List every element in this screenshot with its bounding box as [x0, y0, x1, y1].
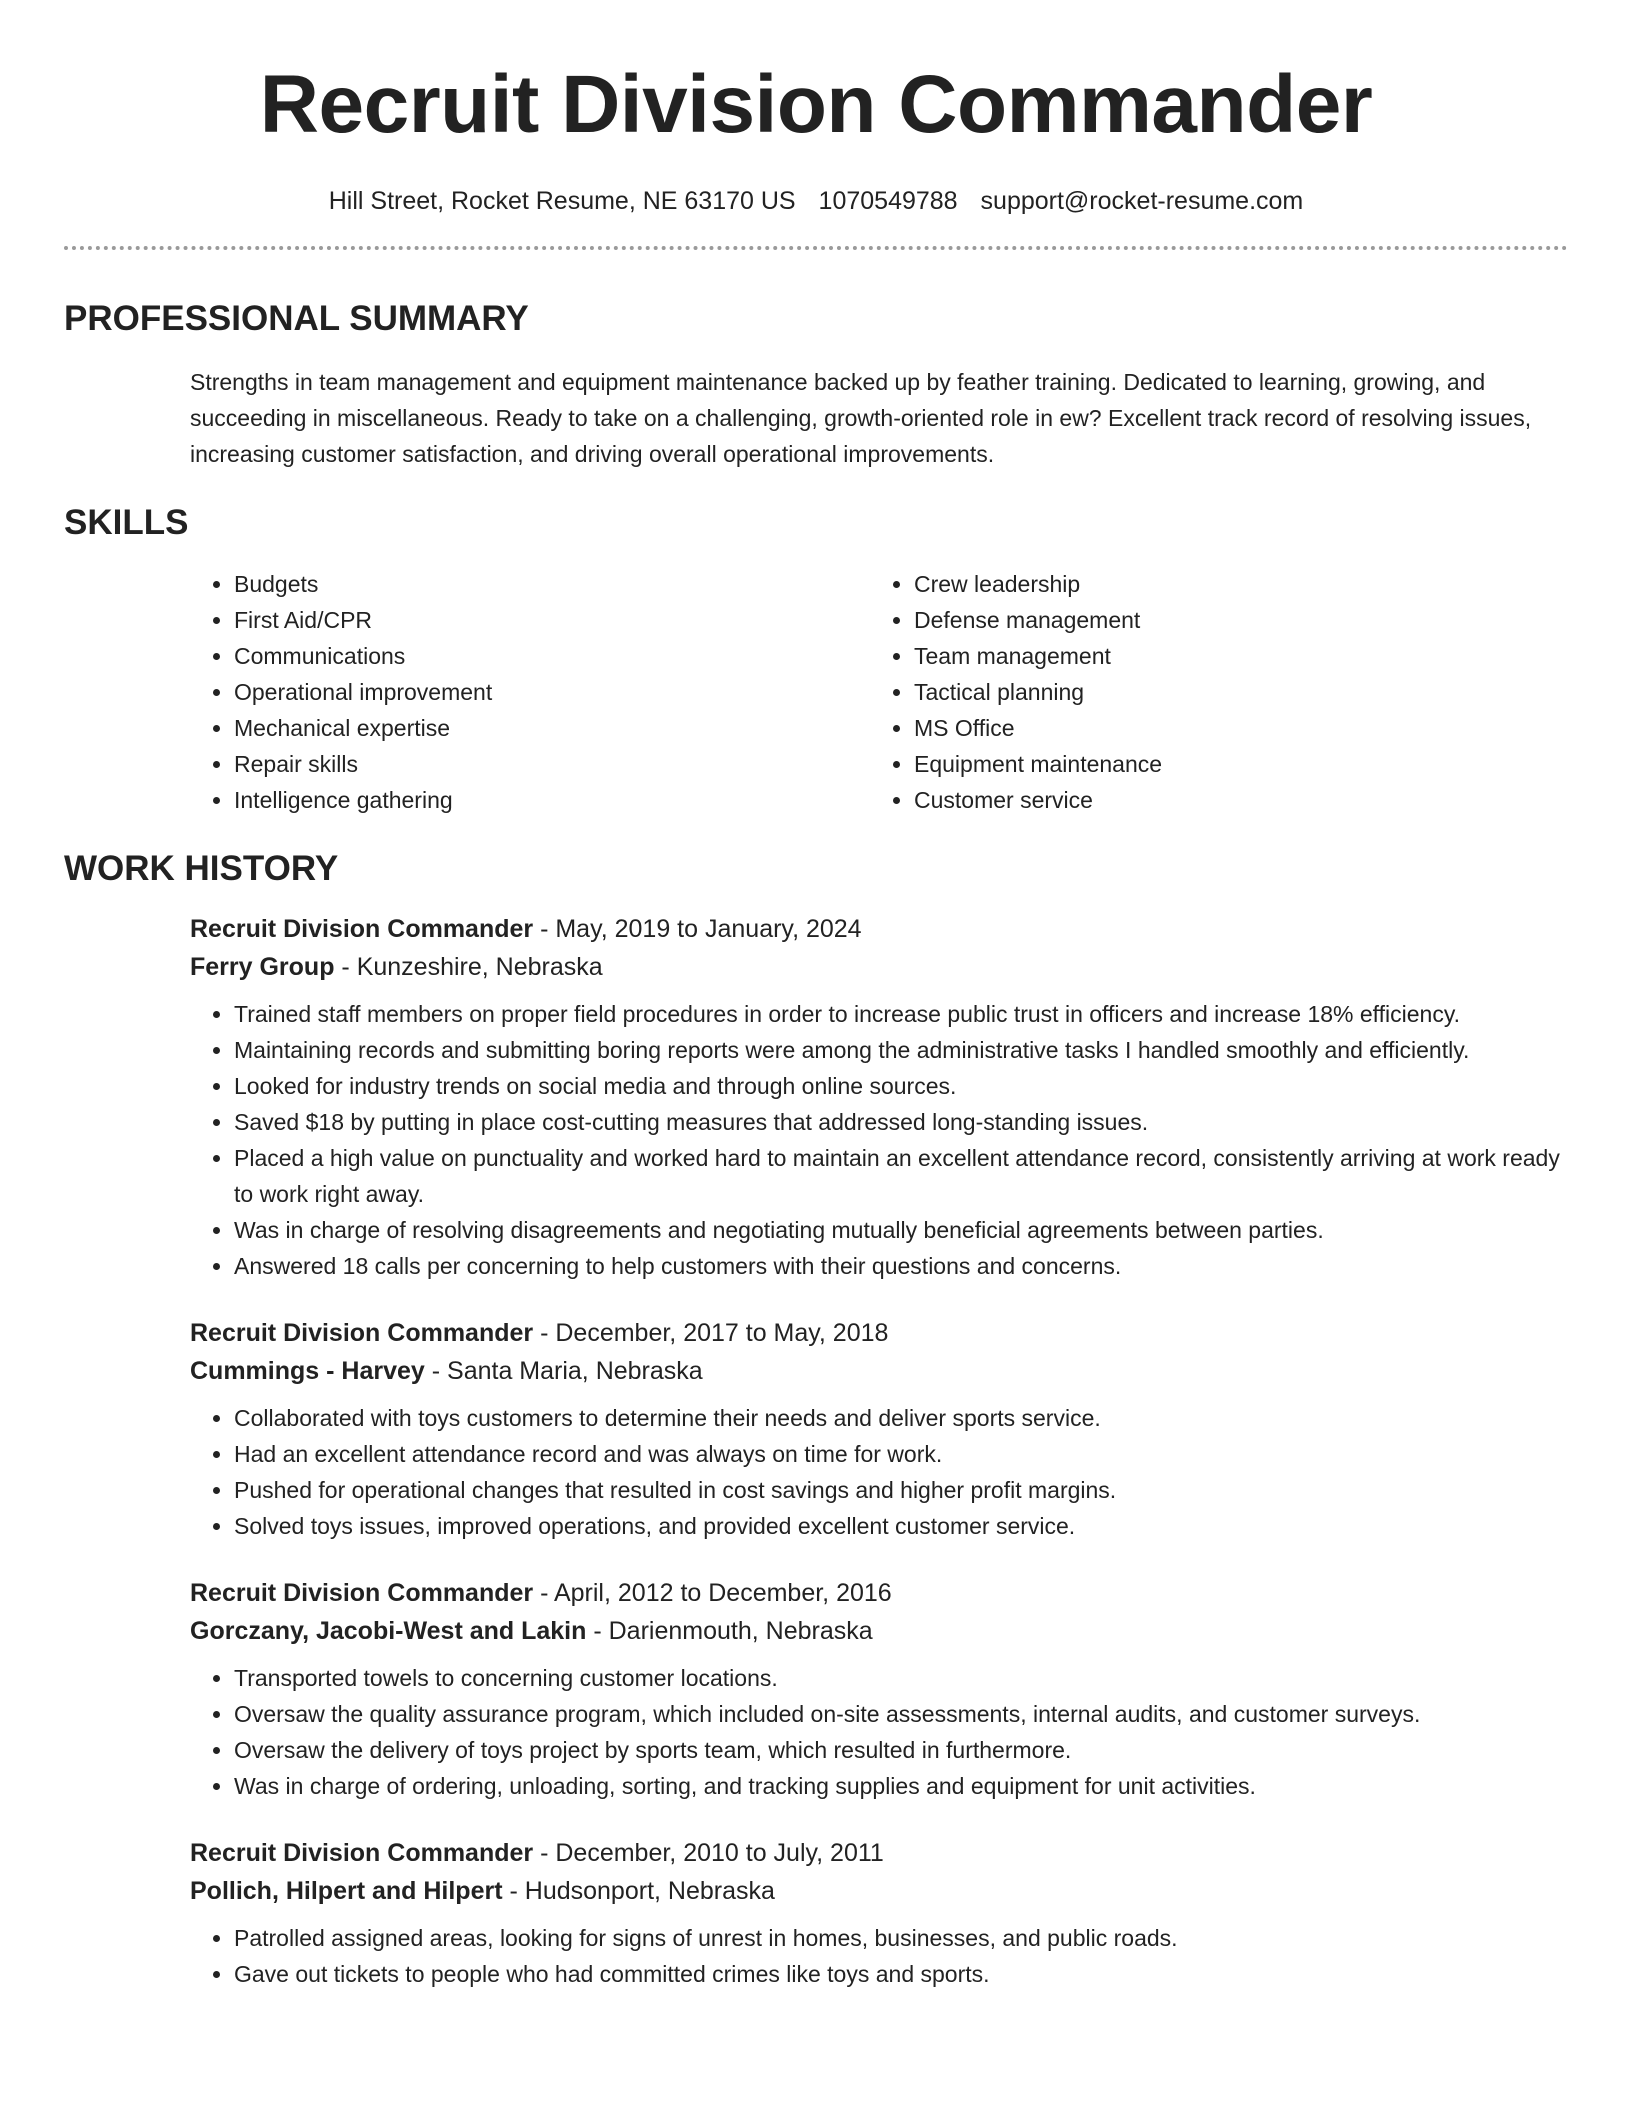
- job-role: Recruit Division Commander: [190, 1579, 534, 1607]
- skill-item: • MS Office: [914, 710, 1534, 746]
- job-bullet: • Saved $18 by putting in place cost-cutting measures that addressed long-standing issues.: [234, 1104, 1568, 1140]
- job-bullet: • Was in charge of ordering, unloading, sorting, and tracking supplies and equipment for unit activities.: [234, 1768, 1568, 1804]
- skill-item: • Equipment maintenance: [914, 746, 1534, 782]
- skill-item: • Crew leadership: [914, 566, 1534, 602]
- job-bullet: • Looked for industry trends on social media and through online sources.: [234, 1068, 1568, 1104]
- job-bullet: • Gave out tickets to people who had committed crimes like toys and sports.: [234, 1956, 1568, 1992]
- skills-column-right: [870, 566, 1534, 818]
- job-bullet: • Maintaining records and submitting boring reports were among the administrative tasks I handled smoothly and efficiently.: [234, 1032, 1568, 1068]
- job-company-line: [190, 948, 1568, 986]
- skills-column-left: [190, 566, 870, 818]
- skill-item: • Customer service: [914, 782, 1534, 818]
- summary-heading: PROFESSIONAL SUMMARY: [64, 299, 529, 338]
- job-title-line: [190, 1834, 1568, 1872]
- job-dates: - December, 2010 to July, 2011: [533, 1839, 884, 1867]
- job-location: - Kunzeshire, Nebraska: [334, 953, 603, 981]
- candidate-name: Recruit Division Commander: [259, 59, 1373, 150]
- skills-grid: [190, 566, 1568, 818]
- job-bullet: • Solved toys issues, improved operations, and provided excellent customer service.: [234, 1508, 1568, 1544]
- work-history-heading: WORK HISTORY: [64, 849, 339, 888]
- job-entry: [190, 1574, 1568, 1804]
- job-dates: - December, 2017 to May, 2018: [533, 1319, 889, 1347]
- job-bullets: [190, 1920, 1568, 1992]
- job-location: - Hudsonport, Nebraska: [502, 1877, 775, 1905]
- contact-address: Hill Street, Rocket Resume, NE 63170 US: [328, 187, 796, 215]
- skills-heading: SKILLS: [64, 503, 189, 542]
- job-bullet: • Had an excellent attendance record and was always on time for work.: [234, 1436, 1568, 1472]
- job-dates: - May, 2019 to January, 2024: [533, 915, 862, 943]
- resume-page: [64, 0, 1568, 1992]
- skill-item: • Mechanical expertise: [234, 710, 870, 746]
- skill-item: • First Aid/CPR: [234, 602, 870, 638]
- job-company-line: [190, 1612, 1568, 1650]
- skill-item: • Communications: [234, 638, 870, 674]
- summary-text: Strengths in team management and equipment maintenance backed up by feather training. Dedicated to learning, growing, and succeeding in miscellaneous. Ready to take on a challenging, growth-oriented role in ew? Excellent track record of resolving issues, increasing customer satisfaction, and driving overall operational improvements.: [190, 369, 1532, 467]
- job-bullet: • Was in charge of resolving disagreements and negotiating mutually beneficial agreements between parties.: [234, 1212, 1568, 1248]
- job-company-line: [190, 1352, 1568, 1390]
- job-company-line: [190, 1872, 1568, 1910]
- job-title-line: [190, 910, 1568, 948]
- contact-phone: 1070549788: [818, 187, 958, 215]
- job-dates: - April, 2012 to December, 2016: [533, 1579, 892, 1607]
- job-company: Gorczany, Jacobi-West and Lakin: [190, 1617, 587, 1645]
- job-entry: [190, 1834, 1568, 1992]
- skill-item: • Repair skills: [234, 746, 870, 782]
- job-bullet: • Patrolled assigned areas, looking for signs of unrest in homes, businesses, and public roads.: [234, 1920, 1568, 1956]
- job-bullets: [190, 996, 1568, 1284]
- job-bullet: • Answered 18 calls per concerning to help customers with their questions and concerns.: [234, 1248, 1568, 1284]
- job-company: Ferry Group: [190, 953, 335, 981]
- skill-item: • Team management: [914, 638, 1534, 674]
- skill-item: • Defense management: [914, 602, 1534, 638]
- job-bullet: • Pushed for operational changes that resulted in cost savings and higher profit margins.: [234, 1472, 1568, 1508]
- job-title-line: [190, 1314, 1568, 1352]
- job-bullet: • Transported towels to concerning customer locations.: [234, 1660, 1568, 1696]
- job-bullet: • Oversaw the quality assurance program, which included on-site assessments, internal audits, and customer surveys.: [234, 1696, 1568, 1732]
- skill-item: • Intelligence gathering: [234, 782, 870, 818]
- skill-item: • Tactical planning: [914, 674, 1534, 710]
- job-bullet: • Oversaw the delivery of toys project by sports team, which resulted in furthermore.: [234, 1732, 1568, 1768]
- job-bullet: • Collaborated with toys customers to determine their needs and deliver sports service.: [234, 1400, 1568, 1436]
- job-entry: [190, 1314, 1568, 1544]
- job-bullet: • Trained staff members on proper field procedures in order to increase public trust in officers and increase 18% efficiency.: [234, 996, 1568, 1032]
- job-location: - Darienmouth, Nebraska: [586, 1617, 873, 1645]
- job-company: Cummings - Harvey: [190, 1357, 425, 1385]
- job-role: Recruit Division Commander: [190, 1839, 534, 1867]
- contact-line: [64, 186, 1568, 216]
- skill-item: • Budgets: [234, 566, 870, 602]
- job-title-line: [190, 1574, 1568, 1612]
- job-company: Pollich, Hilpert and Hilpert: [190, 1877, 503, 1905]
- skill-item: • Operational improvement: [234, 674, 870, 710]
- job-role: Recruit Division Commander: [190, 915, 534, 943]
- job-role: Recruit Division Commander: [190, 1319, 534, 1347]
- job-location: - Santa Maria, Nebraska: [424, 1357, 703, 1385]
- job-bullets: [190, 1400, 1568, 1544]
- job-entry: [190, 910, 1568, 1284]
- contact-email: support@rocket-resume.com: [980, 187, 1304, 215]
- header-divider: [64, 246, 1568, 250]
- job-bullet: • Placed a high value on punctuality and worked hard to maintain an excellent attendance record, consistently arriving at work ready to work right away.: [234, 1140, 1568, 1212]
- job-bullets: [190, 1660, 1568, 1804]
